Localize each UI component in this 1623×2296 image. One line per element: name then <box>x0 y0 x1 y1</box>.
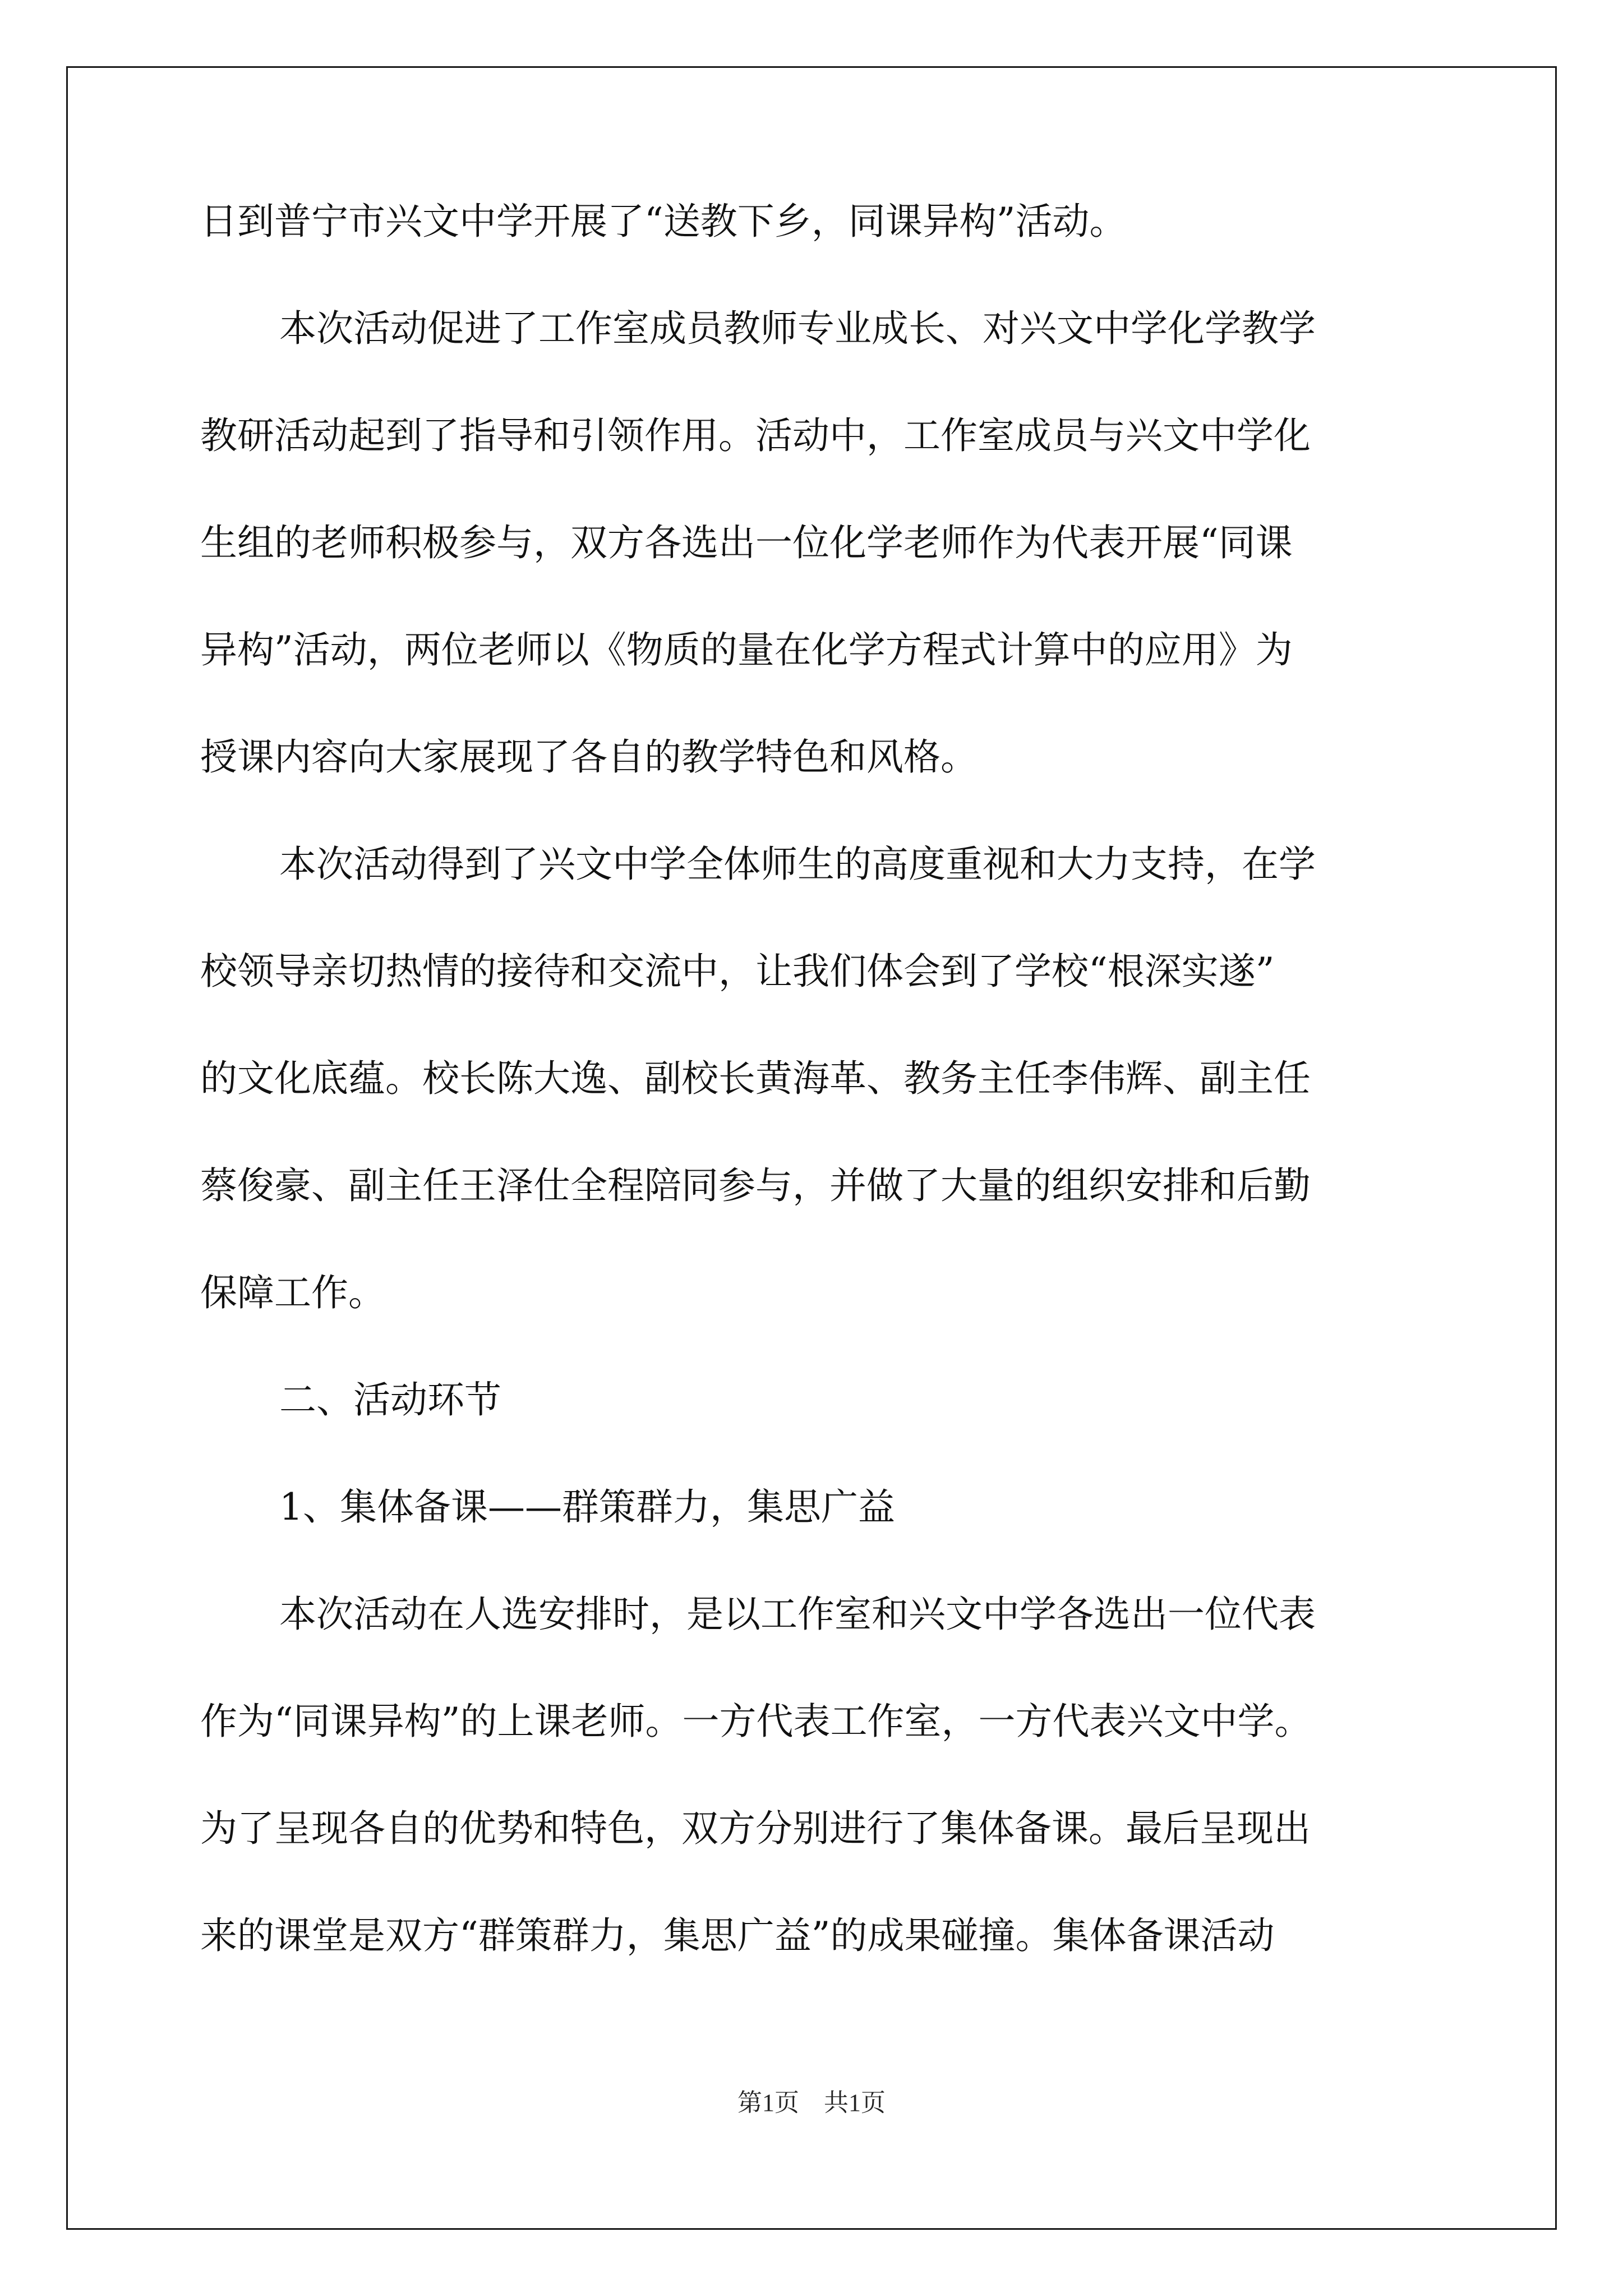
page-footer: 第1页 共1页 <box>737 2089 886 2116</box>
text-line-7: 本次活动得到了兴文中学全体师生的高度重视和大力支持，在学 <box>279 843 1316 886</box>
text-line-5: 异构”活动，两位老师以《物质的量在化学方程式计算中的应用》为 <box>200 628 1293 671</box>
text-line-3: 教研活动起到了指导和引领作用。活动中，工作室成员与兴文中学化 <box>200 414 1311 457</box>
text-line-11: 保障工作。 <box>200 1271 385 1314</box>
text-line-10: 蔡俊豪、副主任王泽仕全程陪同参与，并做了大量的组织安排和后勤 <box>200 1164 1311 1207</box>
page-border <box>66 66 1557 2230</box>
text-line-15: 作为“同课异构”的上课老师。一方代表工作室，一方代表兴文中学。 <box>200 1700 1312 1743</box>
text-line-8: 校领导亲切热情的接待和交流中，让我们体会到了学校“根深实遂” <box>200 950 1275 993</box>
text-line-6: 授课内容向大家展现了各自的教学特色和风格。 <box>200 735 978 779</box>
text-line-17: 来的课堂是双方“群策群力，集思广益”的成果碰撞。集体备课活动 <box>200 1914 1275 1957</box>
section-heading: 二、活动环节 <box>279 1378 501 1421</box>
text-line-1: 日到普宁市兴文中学开展了“送教下乡，同课异构”活动。 <box>200 200 1127 243</box>
text-line-9: 的文化底蕴。校长陈大逸、副校长黄海革、教务主任李伟辉、副主任 <box>200 1057 1311 1100</box>
subsection-heading: 1、集体备课——群策群力，集思广益 <box>279 1485 895 1529</box>
text-line-14: 本次活动在人选安排时，是以工作室和兴文中学各选出一位代表 <box>279 1593 1316 1636</box>
text-line-16: 为了呈现各自的优势和特色，双方分别进行了集体备课。最后呈现出 <box>200 1807 1311 1850</box>
text-line-2: 本次活动促进了工作室成员教师专业成长、对兴文中学化学教学 <box>279 307 1316 350</box>
text-line-4: 生组的老师积极参与，双方各选出一位化学老师作为代表开展“同课 <box>200 521 1293 564</box>
